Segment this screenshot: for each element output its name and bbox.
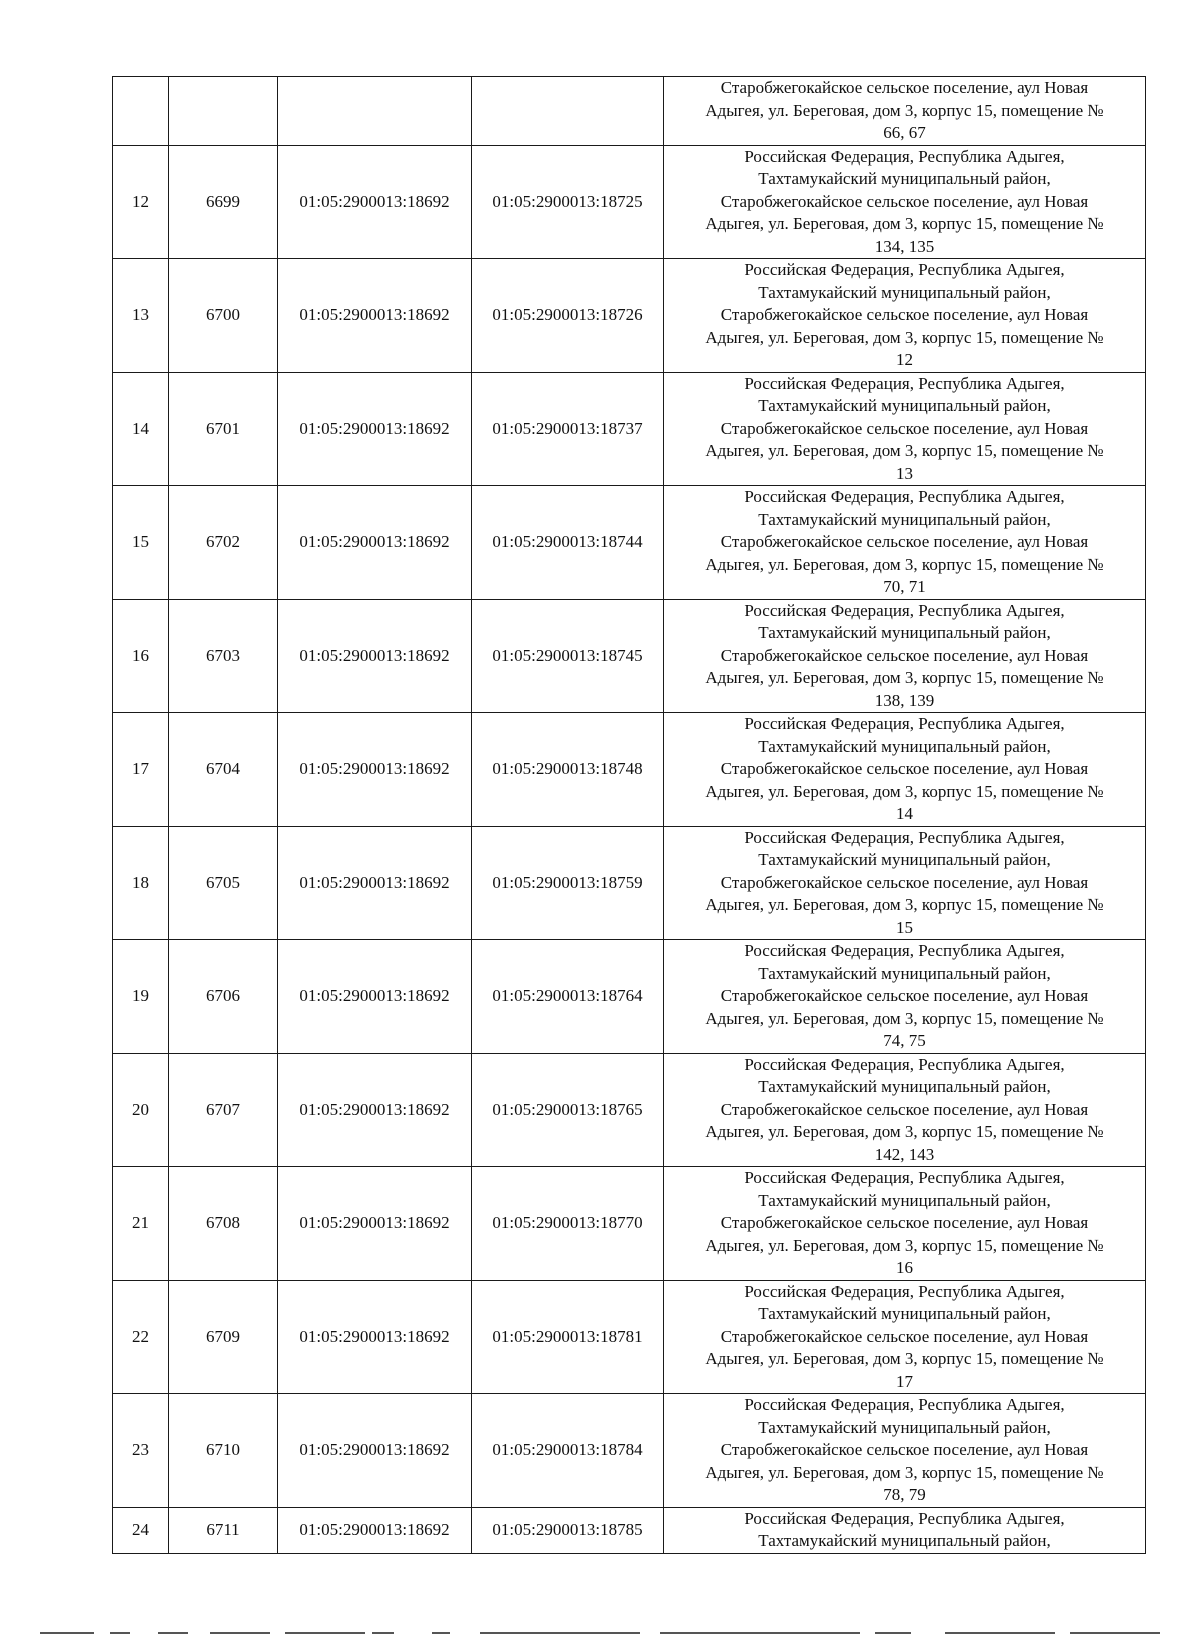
table-row bbox=[113, 372, 1146, 486]
cell-cadastral: 01:05:2900013:18765 bbox=[472, 1053, 664, 1167]
address-line: Российская Федерация, Республика Адыгея, bbox=[744, 1508, 1065, 1528]
document-page bbox=[112, 76, 1145, 1554]
cell-code: 6701 bbox=[169, 372, 278, 486]
address-line: Российская Федерация, Республика Адыгея, bbox=[744, 1054, 1065, 1074]
cell-cadastral: 01:05:2900013:18759 bbox=[472, 826, 664, 940]
rule-segment bbox=[110, 1632, 130, 1634]
cell-parent-cadastral: 01:05:2900013:18692 bbox=[278, 1167, 472, 1281]
address-line: 14 bbox=[896, 804, 913, 823]
rule-segment bbox=[945, 1632, 1055, 1634]
address-line: Старобжегокайское сельское поселение, аул Новая bbox=[720, 1440, 1089, 1459]
table-row bbox=[113, 713, 1146, 827]
cell-address bbox=[664, 940, 1146, 1054]
address-line: Адыгея, ул. Береговая, дом 3, корпус 15, помещение № bbox=[705, 668, 1104, 687]
cell-cadastral: 01:05:2900013:18748 bbox=[472, 713, 664, 827]
address-line: Адыгея, ул. Береговая, дом 3, корпус 15, помещение № bbox=[705, 895, 1104, 914]
address-line: Старобжегокайское сельское поселение, аул Новая bbox=[720, 418, 1089, 438]
cell-parent-cadastral: 01:05:2900013:18692 bbox=[278, 486, 472, 600]
cell-address bbox=[664, 1507, 1146, 1553]
cell-code: 6705 bbox=[169, 826, 278, 940]
cell-number: 18 bbox=[113, 826, 169, 940]
cell-code: 6707 bbox=[169, 1053, 278, 1167]
cell-number: 13 bbox=[113, 259, 169, 373]
cell-code: 6703 bbox=[169, 599, 278, 713]
cell-parent-cadastral: 01:05:2900013:18692 bbox=[278, 145, 472, 259]
cell-parent-cadastral: 01:05:2900013:18692 bbox=[278, 1053, 472, 1167]
address-line: Тахтамукайский муниципальный район, bbox=[758, 850, 1051, 869]
rule-segment bbox=[1070, 1632, 1160, 1634]
registry-table-body bbox=[113, 77, 1146, 1554]
address-line: Тахтамукайский муниципальный район, bbox=[758, 1304, 1051, 1323]
address-line: Российская Федерация, Республика Адыгея, bbox=[744, 941, 1065, 960]
address-line: Тахтамукайский муниципальный район, bbox=[758, 282, 1051, 302]
table-row bbox=[113, 1280, 1146, 1394]
address-line: Российская Федерация, Республика Адыгея, bbox=[744, 260, 1065, 279]
rule-segment bbox=[432, 1632, 450, 1634]
cell-cadastral bbox=[472, 77, 664, 146]
address-line: Тахтамукайский муниципальный район, bbox=[758, 623, 1051, 642]
cell-number: 21 bbox=[113, 1167, 169, 1281]
cell-address bbox=[664, 372, 1146, 486]
address-line: Российская Федерация, Республика Адыгея, bbox=[744, 714, 1065, 733]
address-line: 17 bbox=[896, 1371, 913, 1391]
cell-address bbox=[664, 1394, 1146, 1508]
cell-code: 6710 bbox=[169, 1394, 278, 1508]
cell-cadastral: 01:05:2900013:18785 bbox=[472, 1507, 664, 1553]
address-line: 66, 67 bbox=[883, 123, 926, 142]
address-line: Адыгея, ул. Береговая, дом 3, корпус 15, помещение № bbox=[705, 1462, 1104, 1482]
table-row bbox=[113, 1053, 1146, 1167]
cell-address bbox=[664, 145, 1146, 259]
cell-cadastral: 01:05:2900013:18744 bbox=[472, 486, 664, 600]
address-line: Старобжегокайское сельское поселение, аул Новая bbox=[720, 305, 1089, 324]
address-line: 74, 75 bbox=[883, 1031, 926, 1050]
cell-parent-cadastral: 01:05:2900013:18692 bbox=[278, 826, 472, 940]
address-line: Старобжегокайское сельское поселение, аул Новая bbox=[720, 1326, 1089, 1346]
address-line: 78, 79 bbox=[883, 1485, 926, 1504]
address-line: 15 bbox=[896, 917, 913, 937]
address-line: Тахтамукайский муниципальный район, bbox=[758, 1077, 1051, 1096]
table-row bbox=[113, 486, 1146, 600]
address-line: Адыгея, ул. Береговая, дом 3, корпус 15, помещение № bbox=[705, 327, 1104, 347]
cell-cadastral: 01:05:2900013:18737 bbox=[472, 372, 664, 486]
cell-parent-cadastral: 01:05:2900013:18692 bbox=[278, 1507, 472, 1553]
table-row bbox=[113, 1507, 1146, 1553]
address-line: Адыгея, ул. Береговая, дом 3, корпус 15, помещение № bbox=[705, 441, 1104, 460]
rule-segment bbox=[480, 1632, 640, 1634]
rule-segment bbox=[285, 1632, 365, 1634]
cell-cadastral: 01:05:2900013:18725 bbox=[472, 145, 664, 259]
address-line: 138, 139 bbox=[874, 690, 935, 710]
address-line: Российская Федерация, Республика Адыгея, bbox=[744, 827, 1065, 847]
address-line: Адыгея, ул. Береговая, дом 3, корпус 15, помещение № bbox=[705, 554, 1104, 574]
address-line: Старобжегокайское сельское поселение, аул Новая bbox=[720, 191, 1089, 211]
address-line: Тахтамукайский муниципальный район, bbox=[758, 1531, 1051, 1550]
address-line: Адыгея, ул. Береговая, дом 3, корпус 15, помещение № bbox=[705, 1122, 1104, 1141]
address-line: 70, 71 bbox=[883, 577, 926, 596]
address-line: Старобжегокайское сельское поселение, аул Новая bbox=[720, 78, 1089, 97]
cell-number: 19 bbox=[113, 940, 169, 1054]
address-line: 13 bbox=[896, 463, 913, 483]
address-line: Российская Федерация, Республика Адыгея, bbox=[744, 1168, 1065, 1187]
cell-parent-cadastral bbox=[278, 77, 472, 146]
address-line: Тахтамукайский муниципальный район, bbox=[758, 509, 1051, 529]
cell-cadastral: 01:05:2900013:18726 bbox=[472, 259, 664, 373]
address-line: Российская Федерация, Республика Адыгея, bbox=[744, 600, 1065, 620]
cell-parent-cadastral: 01:05:2900013:18692 bbox=[278, 1280, 472, 1394]
address-line: Тахтамукайский муниципальный район, bbox=[758, 1190, 1051, 1210]
cell-address bbox=[664, 599, 1146, 713]
cell-parent-cadastral: 01:05:2900013:18692 bbox=[278, 599, 472, 713]
cell-code: 6706 bbox=[169, 940, 278, 1054]
table-row-continuation bbox=[113, 77, 1146, 146]
rule-segment bbox=[158, 1632, 188, 1634]
table-row bbox=[113, 1394, 1146, 1508]
address-line: 12 bbox=[896, 350, 913, 369]
cell-code: 6709 bbox=[169, 1280, 278, 1394]
cell-address bbox=[664, 1167, 1146, 1281]
address-line: Адыгея, ул. Береговая, дом 3, корпус 15, помещение № bbox=[705, 1235, 1104, 1255]
cell-number: 22 bbox=[113, 1280, 169, 1394]
cell-parent-cadastral: 01:05:2900013:18692 bbox=[278, 940, 472, 1054]
address-line: Старобжегокайское сельское поселение, аул Новая bbox=[720, 532, 1089, 551]
address-line: 16 bbox=[896, 1258, 913, 1277]
cell-number: 14 bbox=[113, 372, 169, 486]
address-line: 134, 135 bbox=[874, 236, 935, 256]
cell-code: 6700 bbox=[169, 259, 278, 373]
cell-parent-cadastral: 01:05:2900013:18692 bbox=[278, 713, 472, 827]
registry-table bbox=[112, 76, 1146, 1554]
cell-address bbox=[664, 486, 1146, 600]
address-line: 142, 143 bbox=[874, 1144, 935, 1164]
cell-parent-cadastral: 01:05:2900013:18692 bbox=[278, 1394, 472, 1508]
address-line: Российская Федерация, Республика Адыгея, bbox=[744, 146, 1065, 166]
address-line: Российская Федерация, Республика Адыгея, bbox=[744, 487, 1065, 506]
cell-number: 12 bbox=[113, 145, 169, 259]
cell-cadastral: 01:05:2900013:18745 bbox=[472, 599, 664, 713]
cell-parent-cadastral: 01:05:2900013:18692 bbox=[278, 259, 472, 373]
address-line: Старобжегокайское сельское поселение, аул Новая bbox=[720, 1099, 1089, 1119]
address-line: Старобжегокайское сельское поселение, аул Новая bbox=[720, 1213, 1089, 1232]
address-line: Тахтамукайский муниципальный район, bbox=[758, 963, 1051, 983]
cell-cadastral: 01:05:2900013:18781 bbox=[472, 1280, 664, 1394]
rule-segment bbox=[40, 1632, 94, 1634]
cell-number: 20 bbox=[113, 1053, 169, 1167]
address-line: Тахтамукайский муниципальный район, bbox=[758, 396, 1051, 415]
cell-cadastral: 01:05:2900013:18770 bbox=[472, 1167, 664, 1281]
address-line: Адыгея, ул. Береговая, дом 3, корпус 15, помещение № bbox=[705, 100, 1104, 120]
address-line: Адыгея, ул. Береговая, дом 3, корпус 15, помещение № bbox=[705, 1008, 1104, 1028]
cell-cadastral: 01:05:2900013:18764 bbox=[472, 940, 664, 1054]
address-line: Российская Федерация, Республика Адыгея, bbox=[744, 373, 1065, 393]
table-row bbox=[113, 599, 1146, 713]
table-row bbox=[113, 826, 1146, 940]
table-row bbox=[113, 1167, 1146, 1281]
address-line: Адыгея, ул. Береговая, дом 3, корпус 15, помещение № bbox=[705, 1349, 1104, 1368]
cell-code: 6702 bbox=[169, 486, 278, 600]
address-line: Старобжегокайское сельское поселение, аул Новая bbox=[720, 759, 1089, 778]
cell-code: 6704 bbox=[169, 713, 278, 827]
cell-address bbox=[664, 713, 1146, 827]
page-bottom-rule bbox=[40, 1632, 1170, 1634]
rule-segment bbox=[875, 1632, 911, 1634]
address-line: Российская Федерация, Республика Адыгея, bbox=[744, 1395, 1065, 1414]
cell-address bbox=[664, 259, 1146, 373]
table-row bbox=[113, 259, 1146, 373]
cell-code bbox=[169, 77, 278, 146]
cell-number: 24 bbox=[113, 1507, 169, 1553]
address-line: Адыгея, ул. Береговая, дом 3, корпус 15, помещение № bbox=[705, 781, 1104, 801]
cell-address bbox=[664, 826, 1146, 940]
address-line: Адыгея, ул. Береговая, дом 3, корпус 15, помещение № bbox=[705, 214, 1104, 233]
cell-number: 17 bbox=[113, 713, 169, 827]
cell-parent-cadastral: 01:05:2900013:18692 bbox=[278, 372, 472, 486]
cell-number: 15 bbox=[113, 486, 169, 600]
rule-segment bbox=[210, 1632, 270, 1634]
address-line: Тахтамукайский муниципальный район, bbox=[758, 1417, 1051, 1437]
cell-address bbox=[664, 1053, 1146, 1167]
address-line: Российская Федерация, Республика Адыгея, bbox=[744, 1281, 1065, 1301]
table-row bbox=[113, 145, 1146, 259]
cell-number: 16 bbox=[113, 599, 169, 713]
address-line: Старобжегокайское сельское поселение, аул Новая bbox=[720, 872, 1089, 892]
address-line: Тахтамукайский муниципальный район, bbox=[758, 169, 1051, 188]
cell-code: 6708 bbox=[169, 1167, 278, 1281]
address-line: Тахтамукайский муниципальный район, bbox=[758, 736, 1051, 756]
cell-address bbox=[664, 1280, 1146, 1394]
rule-segment bbox=[372, 1632, 394, 1634]
cell-number: 23 bbox=[113, 1394, 169, 1508]
address-line: Старобжегокайское сельское поселение, аул Новая bbox=[720, 986, 1089, 1005]
cell-cadastral: 01:05:2900013:18784 bbox=[472, 1394, 664, 1508]
rule-segment bbox=[660, 1632, 860, 1634]
cell-code: 6711 bbox=[169, 1507, 278, 1553]
cell-code: 6699 bbox=[169, 145, 278, 259]
cell-address bbox=[664, 77, 1146, 146]
address-line: Старобжегокайское сельское поселение, аул Новая bbox=[720, 645, 1089, 665]
cell-number bbox=[113, 77, 169, 146]
table-row bbox=[113, 940, 1146, 1054]
